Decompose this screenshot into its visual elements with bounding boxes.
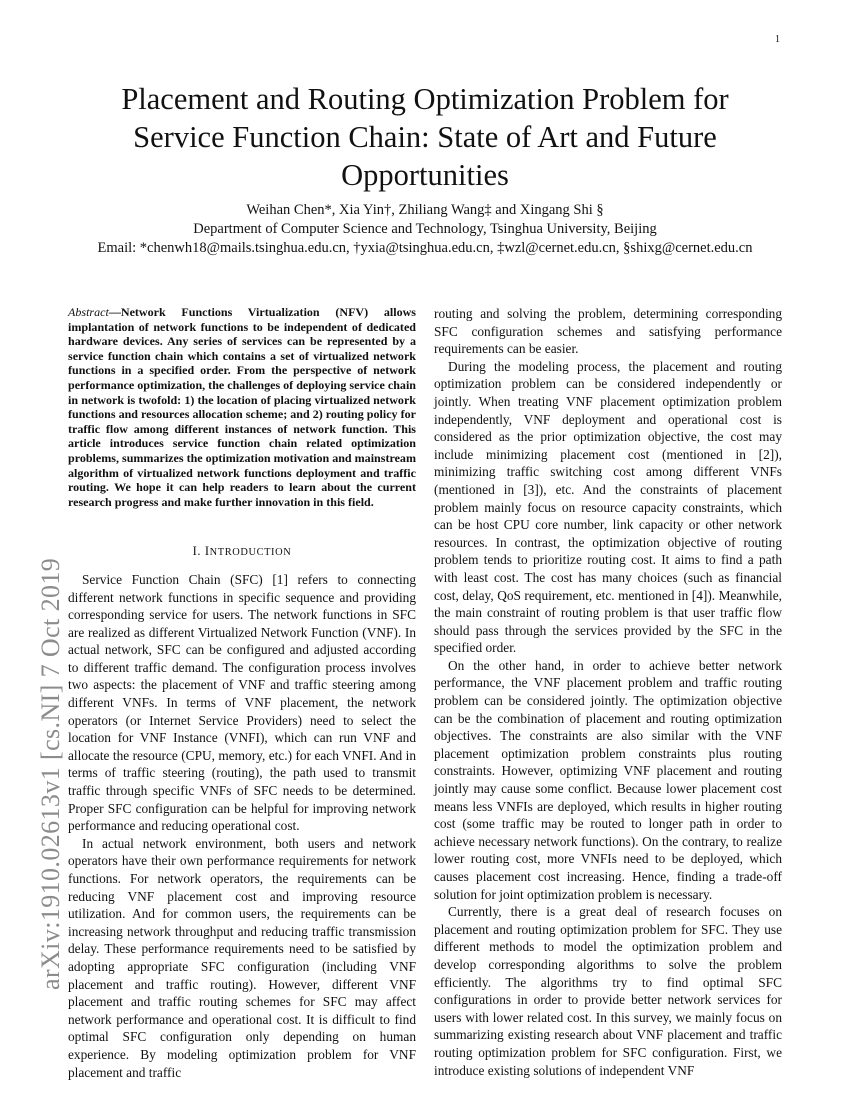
body-paragraph: Currently, there is a great deal of research focuses on placement and routing optimization problem for SFC. They use different methods to model the optimization problem and develop corresponding algorithms to solve the problem efficiently. The algorithms try to find optimal SFC configurations in order to provide better network services for users with lower related cost. In this survey, we mainly focus on summarizing existing research about VNF placement and traffic routing optimization problem for SFC configuration. First, we introduce existing solutions of independent VNF — [434, 904, 782, 1078]
body-paragraph: routing and solving the problem, determining corresponding SFC configuration schemes and satisfying performance requirements can be easier. — [434, 306, 782, 357]
author-emails: Email: *chenwh18@mails.tsinghua.edu.cn, †yxia@tsinghua.edu.cn, ‡wzl@cernet.edu.cn, §shixg@cernet.edu.cn — [97, 240, 753, 256]
affiliation: Department of Computer Science and Technology, Tsinghua University, Beijing — [193, 221, 657, 237]
title-line: Placement and Routing Optimization Problem for — [121, 82, 729, 116]
body-paragraph: During the modeling process, the placement and routing optimization problem can be considered independently or jointly. When treating VNF placement optimization problem independently, VNF deployment and operational cost is considered as the prior optimization objective, the cost may include minimizing placement cost (mentioned in [2]), minimizing traffic switching cost among different VNFs (mentioned in [3]), etc. And the constraints of placement problem mainly focus on resource capacity constraints, which can be host CPU core number, link capacity or other network resources. In contrast, the optimization objective of routing problem tends to prioritize routing cost. It aims to find a path with least cost. The cost has many choices (such as financial cost, delay, QoS requirement, etc. mentioned in [4]). Meanwhile, the main constraint of routing problem is that user traffic flow should pass through the services provided by the SFC in the specified order. — [434, 358, 782, 656]
body-paragraph: Service Function Chain (SFC) [1] refers to connecting different network functions in specific sequence and providing corresponding service for users. The network functions in SFC are realized as different Virtualized Network Function (VNF). In actual network, SFC can be configured and adjusted according to different traffic demand. The configuration process involves two aspects: the placement of VNF and traffic steering among different VNFs. In terms of VNF placement, the network operators (or Internet Service Providers) need to select the location for VNF Instance (VNFI), which can run VNF and allocate the resource (CPU, memory, etc.) for each VNFI. And in terms of traffic steering (routing), the path used to transmit traffic through specific VNFs of SFC needs to be determined. Proper SFC configuration can be helpful for improving network performance and reducing operational cost. — [68, 571, 416, 834]
body-paragraph: In actual network environment, both users and network operators have their own performance requirements for network functions. For network operators, the requirements can be reducing VNF placement cost and improving resource utilization. And for common users, the requirements can be increasing network throughput and reducing traffic transmission delay. These performance requirements need to be satisfied by adopting appropriate SFC configuration (including VNF placement and traffic routing). However, different VNF placement and traffic routing schemes for SFC may affect network performance and operational cost. It is difficult to find optimal SFC configuration only depending on human experience. By modeling optimization problem for VNF placement and traffic — [68, 835, 416, 1080]
section-title-initial: I — [204, 544, 210, 559]
title-line: Opportunities — [341, 158, 509, 192]
abstract-label: Abstract — [68, 305, 109, 319]
page-number: 1 — [775, 34, 780, 45]
abstract-text: —Network Functions Virtualization (NFV) allows implantation of network functions to be independent of dedicated hardware devices. Any series of services can be represented by a service function chain which contains a set of virtualized network functions in a specified order. From the perspective of network performance optimization, the challenges of deploying service chain in network is twofold: 1) the location of placing virtualized network functions and resources allocation scheme; and 2) routing policy for traffic flow among different instances of network function. This article introduces service function chain related optimization problems, summarizes the optimization motivation and mainstream algorithm of virtualized network functions deployment and traffic routing. We hope it can help readers to learn about the current research progress and make further innovation in this field. — [68, 305, 416, 509]
title-line: Service Function Chain: State of Art and Future — [133, 120, 717, 154]
section-number: I. — [192, 544, 202, 559]
arxiv-identifier-text: arXiv:1910.02613v1 [cs.NI] 7 Oct 2019 — [36, 557, 65, 990]
left-column — [68, 305, 416, 1081]
author-list: Weihan Chen*, Xia Yin†, Zhiliang Wang‡ and Xingang Shi § — [246, 202, 604, 218]
section-heading-introduction — [68, 543, 416, 562]
paper-title — [60, 80, 790, 194]
right-column — [434, 305, 782, 1079]
abstract — [68, 305, 416, 509]
body-paragraph: On the other hand, in order to achieve better network performance, the VNF placement problem and traffic routing problem can be considered jointly. The optimization objective can be the combination of placement and routing optimization objectives. The constraints are also similar with the VNF placement optimization problem constraints plus routing constraints. However, optimizing VNF placement and routing jointly may cause some conflict. Because lower placement cost means less VNFIs are deployed, which results in higher routing cost (some traffic may be routed to longer path in order to achieve necessary network functions). On the contrary, to realize lower routing cost, more VNFIs need to be deployed, which causes placement cost increasing. Hence, finding a trade-off solution for joint optimization problem is necessary. — [434, 657, 782, 902]
section-title-rest: NTRODUCTION — [209, 547, 292, 559]
